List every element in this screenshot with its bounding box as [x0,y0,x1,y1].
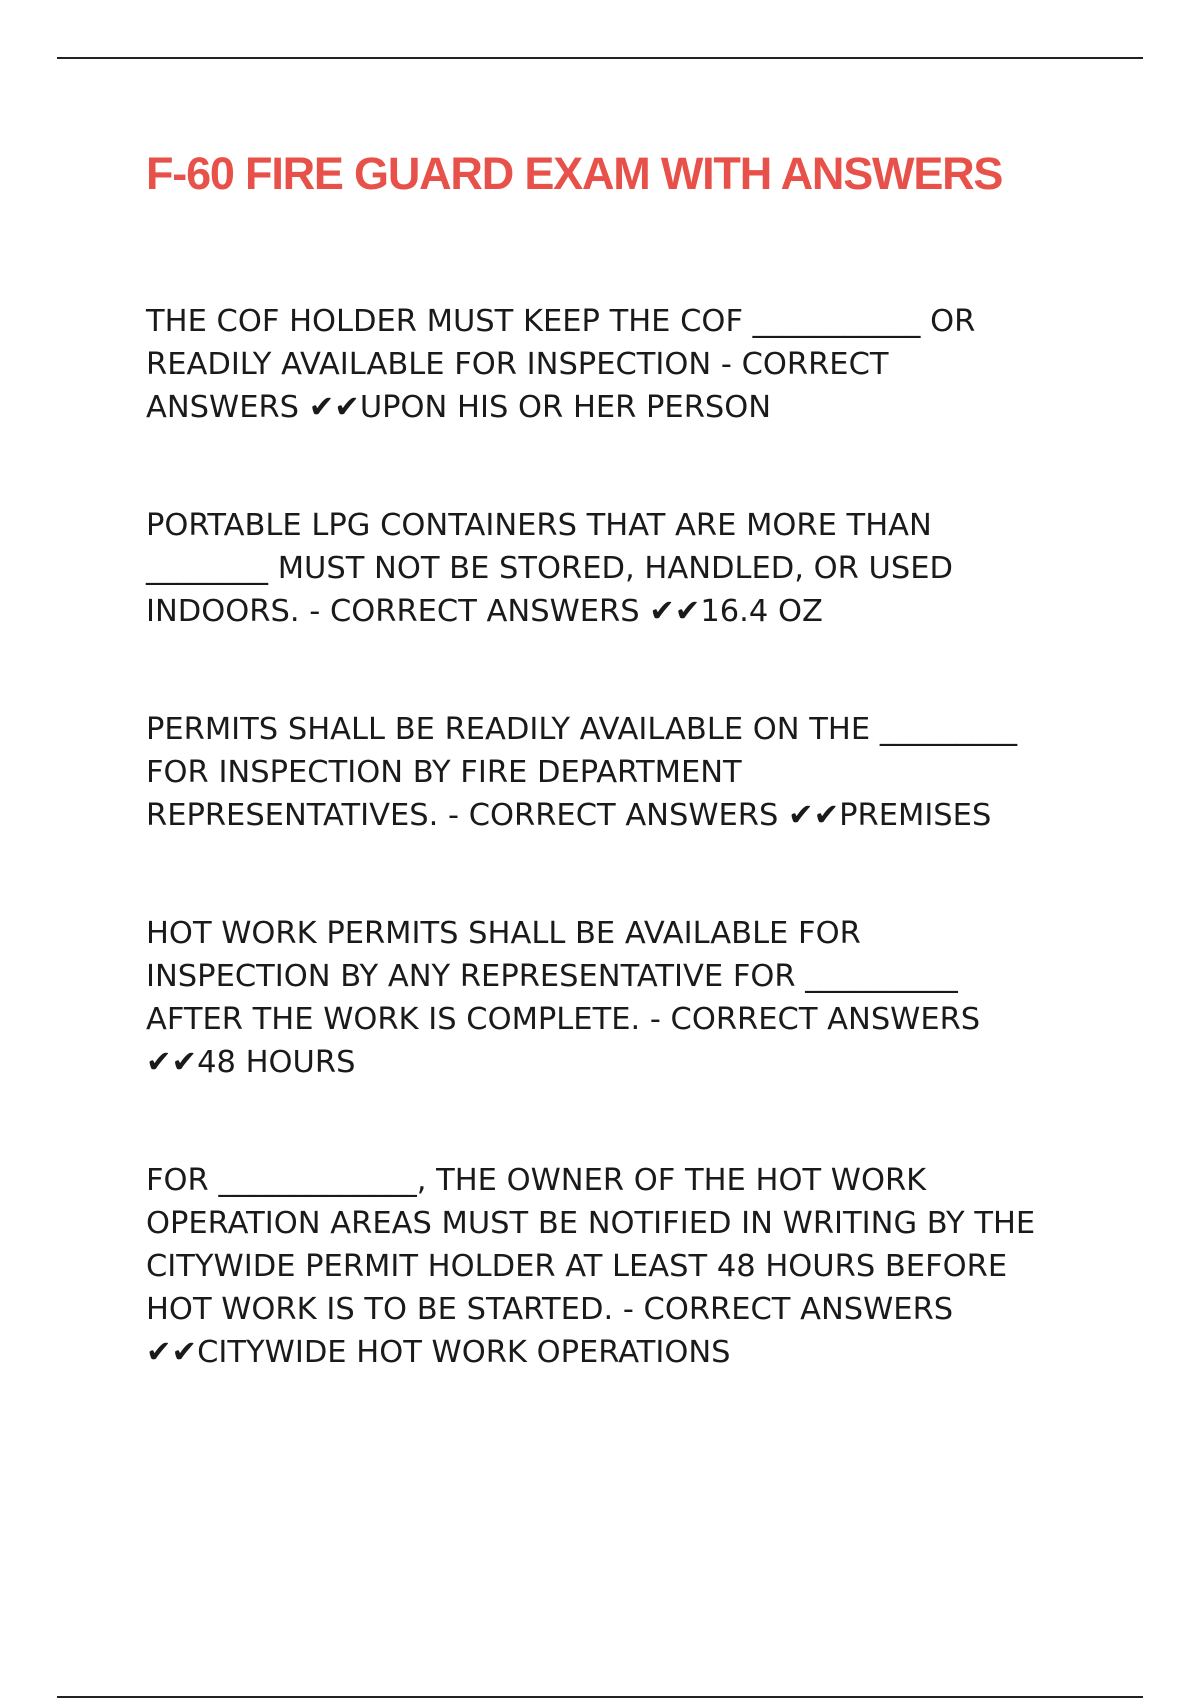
bottom-divider [57,1696,1143,1698]
question-answer-item: FOR _____________, THE OWNER OF THE HOT WORK OPERATION AREAS MUST BE NOTIFIED IN WRITING BY THE CITYWIDE PERMIT HOLDER AT LEAST 48 HOURS BEFORE HOT WORK IS TO BE STARTED. - CORRECT ANSWERS ✔✔CITYWIDE HOT WORK OPERATIONS [146,1163,1036,1370]
question-answer-item: HOT WORK PERMITS SHALL BE AVAILABLE FOR INSPECTION BY ANY REPRESENTATIVE FOR __________ AFTER THE WORK IS COMPLETE. - CORRECT ANSWERS ✔✔48 HOURS [146,916,981,1080]
top-divider [57,57,1143,59]
question-answer-list [146,300,1106,1374]
document-title: F-60 FIRE GUARD EXAM WITH ANSWERS [146,148,1003,199]
question-answer-item: PORTABLE LPG CONTAINERS THAT ARE MORE THAN ________ MUST NOT BE STORED, HANDLED, OR USED INDOORS. - CORRECT ANSWERS ✔✔16.4 OZ [146,508,953,629]
question-answer-item: THE COF HOLDER MUST KEEP THE COF ___________ OR READILY AVAILABLE FOR INSPECTION - CORRECT ANSWERS ✔✔UPON HIS OR HER PERSON [146,304,976,425]
question-answer-item: PERMITS SHALL BE READILY AVAILABLE ON THE _________ FOR INSPECTION BY FIRE DEPARTMENT REPRESENTATIVES. - CORRECT ANSWERS ✔✔PREMISES [146,712,1018,833]
